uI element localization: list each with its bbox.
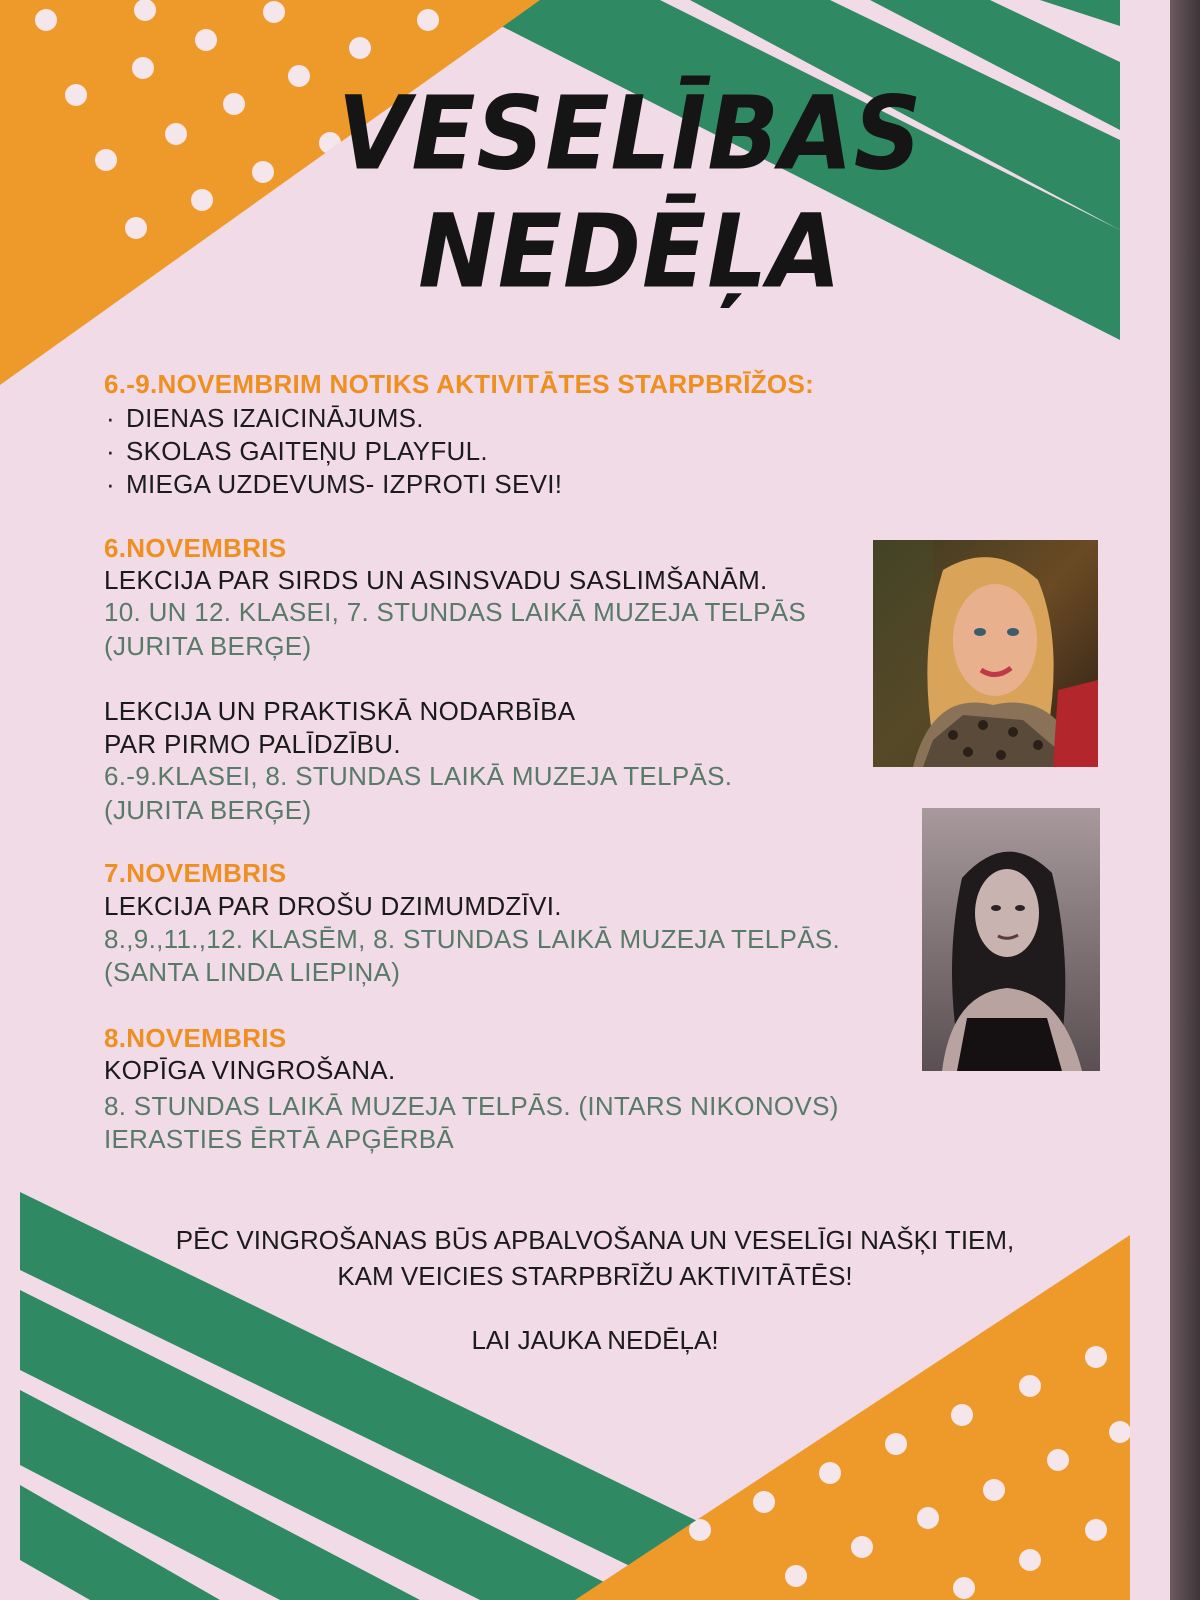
day6-event2-title-line2: PAR PIRMO PALĪDZĪBU. <box>104 729 401 759</box>
day6-event2-details: 6.-9.KLASEI, 8. STUNDAS LAIKĀ MUZEJA TELPĀS. <box>104 761 733 791</box>
speaker-photo-santa <box>922 808 1100 1071</box>
day6-event1-speaker: (JURITA BERĢE) <box>104 631 312 661</box>
day6-event1-title: LEKCIJA PAR SIRDS UN ASINSVADU SASLIMŠANĀM. <box>104 565 768 595</box>
day8-note: IERASTIES ĒRTĀ APĢĒRBĀ <box>104 1124 455 1154</box>
day6-event1-details: 10. UN 12. KLASEI, 7. STUNDAS LAIKĀ MUZEJA TELPĀS <box>104 597 807 627</box>
activity-item: · SKOLAS GAITEŅU PLAYFUL. <box>104 435 562 468</box>
day6-event2-title-line1: LEKCIJA UN PRAKTISKĀ NODARBĪBA <box>104 696 576 726</box>
activity-item: · DIENAS IZAICINĀJUMS. <box>104 402 562 435</box>
activities-list <box>104 402 562 501</box>
day8-date: 8.NOVEMBRIS <box>104 1023 287 1053</box>
title-line-2: NEDĒĻA <box>418 193 842 312</box>
day7-title: LEKCIJA PAR DROŠU DZIMUMDZĪVI. <box>104 891 562 921</box>
footer-closing: LAI JAUKA NEDĒĻA! <box>471 1325 719 1355</box>
footer-line-2: KAM VEICIES STARPBRĪŽU AKTIVITĀTĒS! <box>337 1261 853 1291</box>
day7-details: 8.,9.,11.,12. KLASĒM, 8. STUNDAS LAIKĀ MUZEJA TELPĀS. <box>104 924 841 954</box>
day6-event2-speaker: (JURITA BERĢE) <box>104 795 312 825</box>
day8-details: 8. STUNDAS LAIKĀ MUZEJA TELPĀS. (INTARS NIKONOVS) <box>104 1091 839 1121</box>
day7-speaker: (SANTA LINDA LIEPIŅA) <box>104 957 401 987</box>
day6-date: 6.NOVEMBRIS <box>104 533 287 563</box>
activities-heading: 6.-9.NOVEMBRIM NOTIKS AKTIVITĀTES STARPBRĪŽOS: <box>104 369 815 399</box>
poster-edge-shadow <box>1170 0 1200 1600</box>
activity-item: · MIEGA UZDEVUMS- IZPROTI SEVI! <box>104 468 562 501</box>
day7-date: 7.NOVEMBRIS <box>104 858 287 888</box>
footer-line-1: PĒC VINGROŠANAS BŪS APBALVOŠANA UN VESELĪGI NAŠĶI TIEM, <box>175 1225 1015 1255</box>
day8-title: KOPĪGA VINGROŠANA. <box>104 1055 396 1085</box>
speaker-photo-jurita <box>873 540 1098 767</box>
title-line-1: VESELĪBAS <box>337 75 923 194</box>
